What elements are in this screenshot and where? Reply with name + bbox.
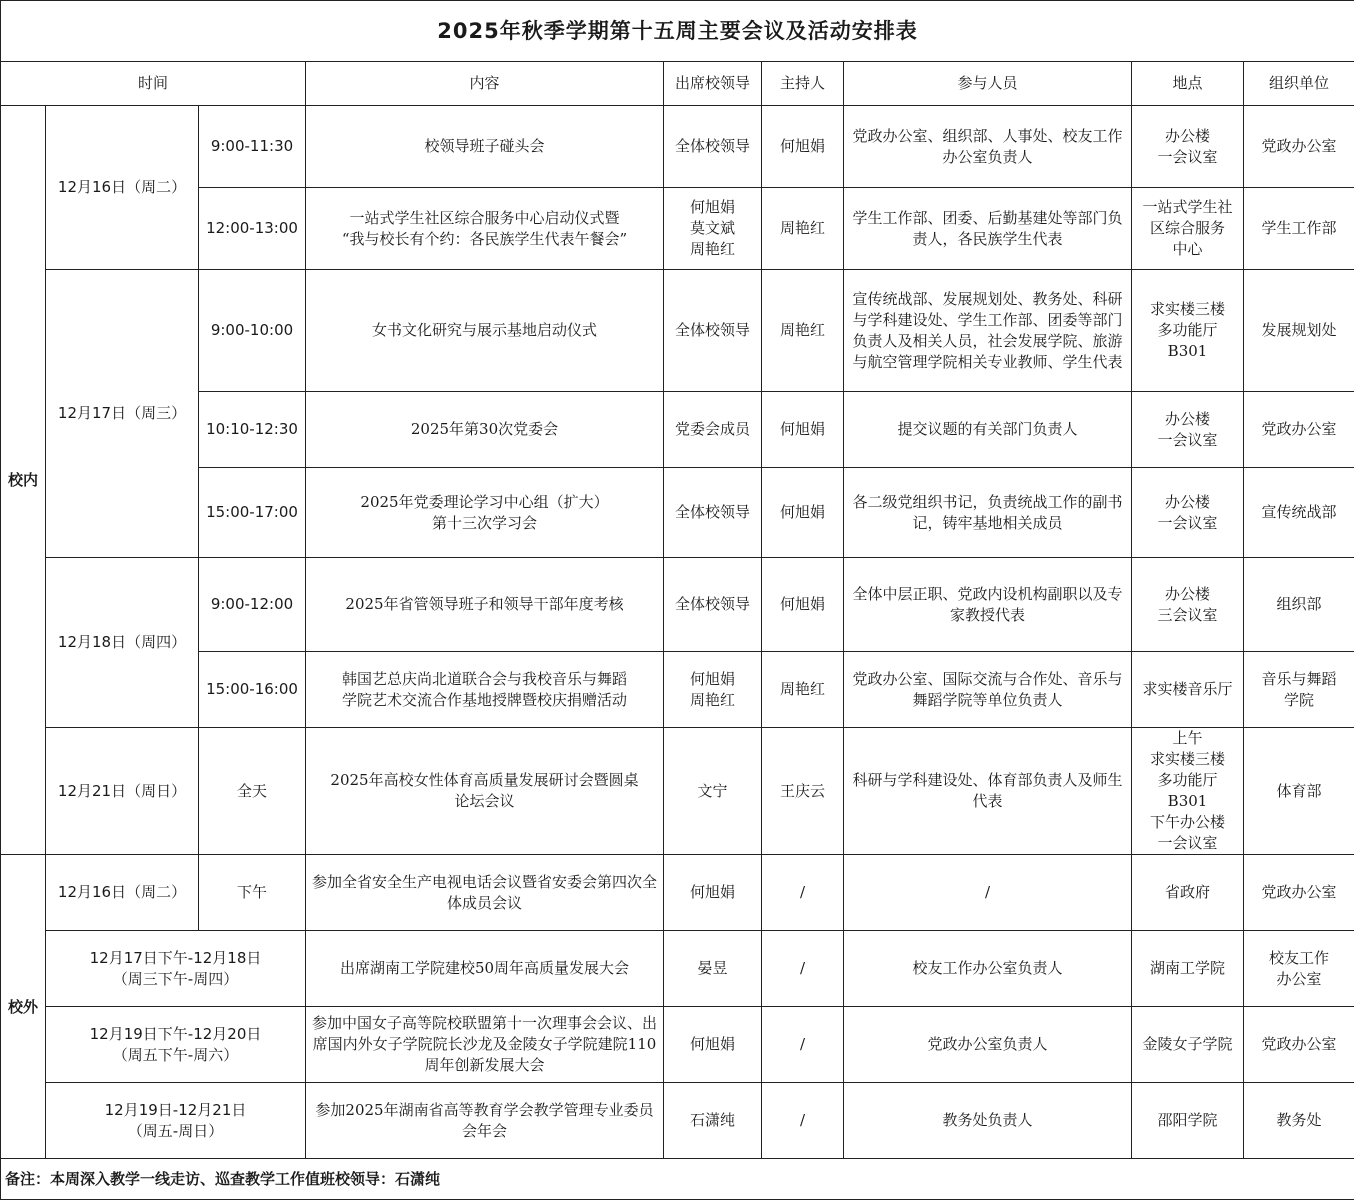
date-cell: 12月17日（周三）: [46, 270, 199, 558]
location-cell: 求实楼三楼 多功能厅B301: [1132, 270, 1244, 392]
host-cell: 何旭娟: [762, 106, 844, 188]
content-cell: 出席湖南工学院建校50周年高质量发展大会: [306, 931, 664, 1007]
section-external-label: 校外: [1, 855, 46, 1159]
participants-cell: 党政办公室、组织部、人事处、校友工作办公室负责人: [844, 106, 1132, 188]
location-cell: 一站式学生社 区综合服务 中心: [1132, 188, 1244, 270]
participants-cell: 科研与学科建设处、体育部负责人及师生代表: [844, 728, 1132, 855]
datetime-cell: 12月19日下午-12月20日 （周五下午-周六）: [46, 1007, 306, 1083]
content-cell: 2025年省管领导班子和领导干部年度考核: [306, 558, 664, 652]
header-host: 主持人: [762, 62, 844, 106]
table-row: [1, 652, 1354, 728]
organizer-cell: 教务处: [1244, 1083, 1354, 1159]
leader-cell: 全体校领导: [664, 558, 762, 652]
location-cell: 办公楼 三会议室: [1132, 558, 1244, 652]
host-cell: 王庆云: [762, 728, 844, 855]
participants-cell: /: [844, 855, 1132, 931]
page-title: 2025年秋季学期第十五周主要会议及活动安排表: [1, 1, 1354, 62]
content-cell: 女书文化研究与展示基地启动仪式: [306, 270, 664, 392]
organizer-cell: 学生工作部: [1244, 188, 1354, 270]
organizer-cell: 宣传统战部: [1244, 468, 1354, 558]
leader-cell: 何旭娟 周艳红: [664, 652, 762, 728]
table-row: [1, 931, 1354, 1007]
table-row: [1, 1083, 1354, 1159]
header-participants: 参与人员: [844, 62, 1132, 106]
participants-cell: 党政办公室、国际交流与合作处、音乐与舞蹈学院等单位负责人: [844, 652, 1132, 728]
organizer-cell: 发展规划处: [1244, 270, 1354, 392]
content-cell: 参加全省安全生产电视电话会议暨省安委会第四次全体成员会议: [306, 855, 664, 931]
time-cell: 全天: [199, 728, 306, 855]
organizer-cell: 体育部: [1244, 728, 1354, 855]
participants-cell: 党政办公室负责人: [844, 1007, 1132, 1083]
date-cell: 12月21日（周日）: [46, 728, 199, 855]
time-cell: 9:00-10:00: [199, 270, 306, 392]
organizer-cell: 党政办公室: [1244, 855, 1354, 931]
organizer-cell: 党政办公室: [1244, 392, 1354, 468]
content-cell: 参加2025年湖南省高等教育学会教学管理专业委员会年会: [306, 1083, 664, 1159]
time-cell: 12:00-13:00: [199, 188, 306, 270]
table-row: [1, 188, 1354, 270]
organizer-cell: 党政办公室: [1244, 1007, 1354, 1083]
location-cell: 邵阳学院: [1132, 1083, 1244, 1159]
table-row: [1, 558, 1354, 652]
organizer-cell: 音乐与舞蹈 学院: [1244, 652, 1354, 728]
host-cell: /: [762, 1007, 844, 1083]
datetime-cell: 12月17日下午-12月18日 （周三下午-周四）: [46, 931, 306, 1007]
host-cell: /: [762, 1083, 844, 1159]
time-cell: 15:00-17:00: [199, 468, 306, 558]
date-cell: 12月18日（周四）: [46, 558, 199, 728]
leader-cell: 党委会成员: [664, 392, 762, 468]
time-cell: 9:00-12:00: [199, 558, 306, 652]
leader-cell: 何旭娟: [664, 855, 762, 931]
leader-cell: 全体校领导: [664, 106, 762, 188]
location-cell: 湖南工学院: [1132, 931, 1244, 1007]
leader-cell: 文宁: [664, 728, 762, 855]
location-cell: 办公楼 一会议室: [1132, 468, 1244, 558]
header-organizer: 组织单位: [1244, 62, 1354, 106]
content-cell: 一站式学生社区综合服务中心启动仪式暨 “我与校长有个约：各民族学生代表午餐会”: [306, 188, 664, 270]
participants-cell: 学生工作部、团委、后勤基建处等部门负责人，各民族学生代表: [844, 188, 1132, 270]
participants-cell: 教务处负责人: [844, 1083, 1132, 1159]
time-cell: 15:00-16:00: [199, 652, 306, 728]
location-cell: 省政府: [1132, 855, 1244, 931]
participants-cell: 宣传统战部、发展规划处、教务处、科研与学科建设处、学生工作部、团委等部门负责人及相关人员，社会发展学院、旅游与航空管理学院相关专业教师、学生代表: [844, 270, 1132, 392]
location-cell: 求实楼音乐厅: [1132, 652, 1244, 728]
content-cell: 校领导班子碰头会: [306, 106, 664, 188]
location-cell: 办公楼 一会议室: [1132, 392, 1244, 468]
participants-cell: 提交议题的有关部门负责人: [844, 392, 1132, 468]
host-cell: /: [762, 855, 844, 931]
footnote: 备注：本周深入教学一线走访、巡查教学工作值班校领导：石潇纯: [1, 1159, 1354, 1200]
host-cell: 何旭娟: [762, 558, 844, 652]
content-cell: 2025年第30次党委会: [306, 392, 664, 468]
table-row: [1, 270, 1354, 392]
participants-cell: 校友工作办公室负责人: [844, 931, 1132, 1007]
participants-cell: 全体中层正职、党政内设机构副职以及专家教授代表: [844, 558, 1132, 652]
content-cell: 2025年党委理论学习中心组（扩大） 第十三次学习会: [306, 468, 664, 558]
datetime-cell: 12月19日-12月21日 （周五-周日）: [46, 1083, 306, 1159]
header-leader: 出席校领导: [664, 62, 762, 106]
table-row: [1, 855, 1354, 931]
table-row: [1, 392, 1354, 468]
location-cell: 上午 求实楼三楼 多功能厅B301 下午办公楼 一会议室: [1132, 728, 1244, 855]
time-cell: 9:00-11:30: [199, 106, 306, 188]
host-cell: 何旭娟: [762, 392, 844, 468]
content-cell: 2025年高校女性体育高质量发展研讨会暨圆桌 论坛会议: [306, 728, 664, 855]
header-content: 内容: [306, 62, 664, 106]
host-cell: 何旭娟: [762, 468, 844, 558]
date-cell: 12月16日（周二）: [46, 106, 199, 270]
content-cell: 参加中国女子高等院校联盟第十一次理事会会议、出席国内外女子学院院长沙龙及金陵女子学院建院110 周年创新发展大会: [306, 1007, 664, 1083]
content-cell: 韩国艺总庆尚北道联合会与我校音乐与舞蹈 学院艺术交流合作基地授牌暨校庆捐赠活动: [306, 652, 664, 728]
leader-cell: 全体校领导: [664, 270, 762, 392]
leader-cell: 何旭娟 莫文斌 周艳红: [664, 188, 762, 270]
time-cell: 10:10-12:30: [199, 392, 306, 468]
participants-cell: 各二级党组织书记，负责统战工作的副书记，铸牢基地相关成员: [844, 468, 1132, 558]
time-cell: 下午: [199, 855, 306, 931]
table-row: [1, 468, 1354, 558]
table-row: [1, 728, 1354, 855]
date-cell: 12月16日（周二）: [46, 855, 199, 931]
header-time: 时间: [1, 62, 306, 106]
host-cell: 周艳红: [762, 188, 844, 270]
table-row: [1, 1007, 1354, 1083]
leader-cell: 石潇纯: [664, 1083, 762, 1159]
table-row: [1, 106, 1354, 188]
header-location: 地点: [1132, 62, 1244, 106]
host-cell: 周艳红: [762, 270, 844, 392]
organizer-cell: 校友工作 办公室: [1244, 931, 1354, 1007]
host-cell: 周艳红: [762, 652, 844, 728]
leader-cell: 全体校领导: [664, 468, 762, 558]
location-cell: 办公楼 一会议室: [1132, 106, 1244, 188]
leader-cell: 何旭娟: [664, 1007, 762, 1083]
host-cell: /: [762, 931, 844, 1007]
organizer-cell: 党政办公室: [1244, 106, 1354, 188]
location-cell: 金陵女子学院: [1132, 1007, 1244, 1083]
leader-cell: 晏昱: [664, 931, 762, 1007]
section-internal-label: 校内: [1, 106, 46, 855]
organizer-cell: 组织部: [1244, 558, 1354, 652]
